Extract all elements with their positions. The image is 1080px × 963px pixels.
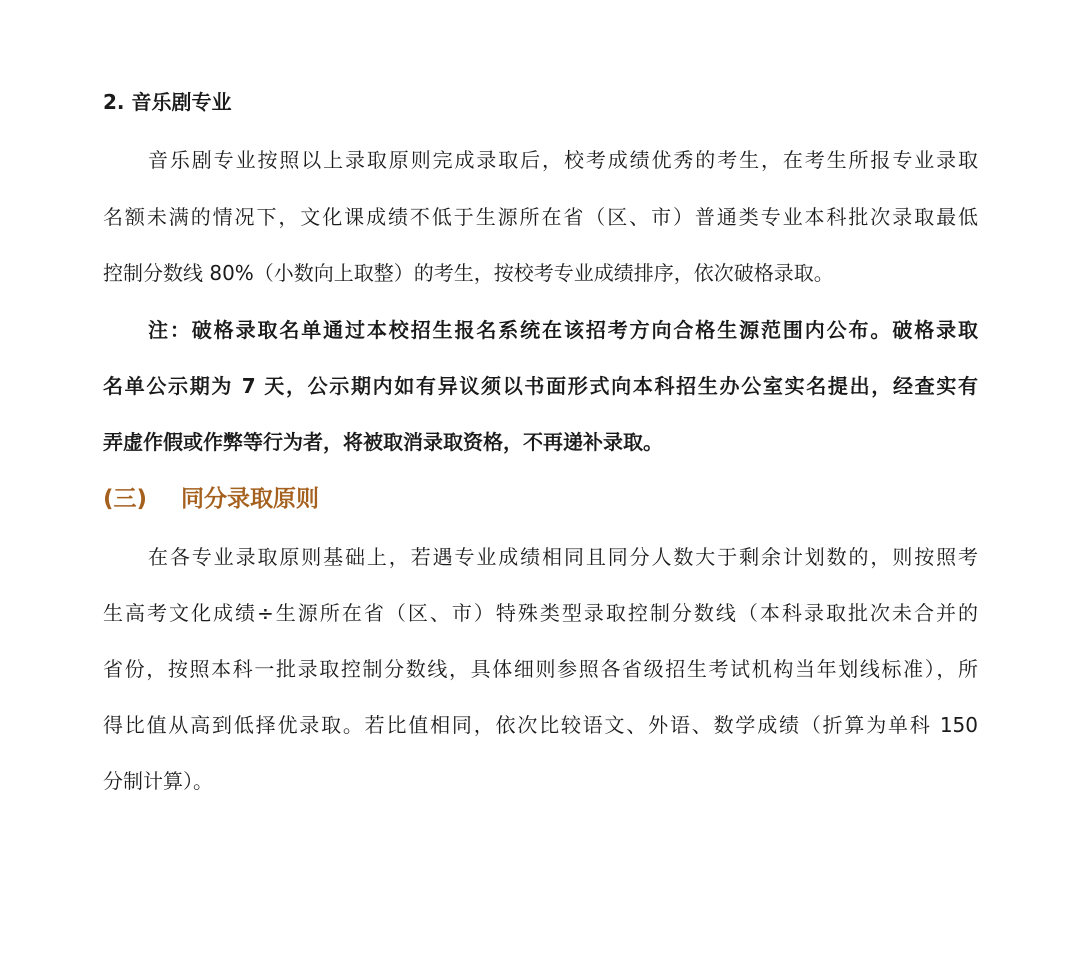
- subsection-title: 2. 音乐剧专业: [103, 90, 232, 114]
- paragraph-line: 省份，按照本科一批录取控制分数线，具体细则参照各省级招生考试机构当年划线标准），所: [103, 657, 978, 681]
- paragraph-line: 在各专业录取原则基础上，若遇专业成绩相同且同分人数大于剩余计划数的，则按照考: [148, 545, 978, 569]
- paragraph-line: 分制计算）。: [103, 769, 213, 793]
- paragraph-line: 得比值从高到低择优录取。若比值相同，依次比较语文、外语、数学成绩（折算为单科 150: [103, 713, 978, 737]
- note-line: 弄虚作假或作弊等行为者，将被取消录取资格，不再递补录取。: [103, 430, 663, 454]
- paragraph-line: 音乐剧专业按照以上录取原则完成录取后，校考成绩优秀的考生，在考生所报专业录取: [148, 148, 978, 172]
- section-heading: [103, 484, 319, 514]
- paragraph-line: 名额未满的情况下，文化课成绩不低于生源所在省（区、市）普通类专业本科批次录取最低: [103, 205, 978, 229]
- paragraph-line: 控制分数线 80%（小数向上取整）的考生，按校考专业成绩排序，依次破格录取。: [103, 261, 834, 285]
- section-number: (三): [103, 486, 148, 512]
- section-title: 同分录取原则: [181, 486, 319, 512]
- paragraph-line: 生高考文化成绩÷生源所在省（区、市）特殊类型录取控制分数线（本科录取批次未合并的: [103, 601, 978, 625]
- note-line: 注：破格录取名单通过本校招生报名系统在该招考方向合格生源范围内公布。破格录取: [148, 318, 978, 342]
- note-line: 名单公示期为 7 天，公示期内如有异议须以书面形式向本科招生办公室实名提出，经查实有: [103, 374, 978, 398]
